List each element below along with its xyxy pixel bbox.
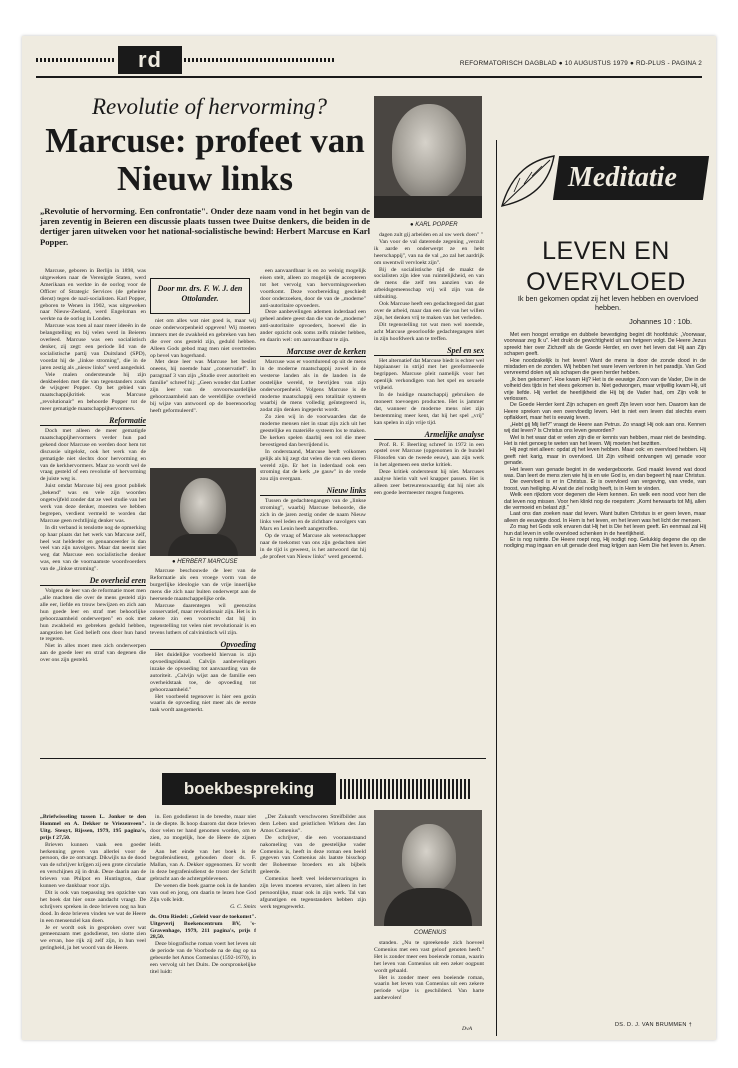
- paragraph: Het alternatief dat Marcuse biedt is echter wel hippiaanser in strijd met het gereformeerde begrippen. Marcuse pleit namelijk voor het openlijk verkondigen van het spel en sexuele vrijheid.: [374, 357, 484, 392]
- paragraph: Marcuse daarentegen wil geenszins conservatief, maar revolutionair zijn. Het is in zekere zin een voorrecht dat hij in tegenstelling tot velen niet revolutionair is en tevens luthers of calvinistisch wil zijn.: [150, 602, 256, 637]
- paragraph: Vele malen ondersteunde hij zijn denkbeelden met die van tegenstanders zoals de wijsgeer Popper. Op het gebied van maatschappijkritiek was Marcuse „revolutionair" en behoorde Popper tot de meer gematigde maatschappijhervormers.: [40, 371, 146, 413]
- paragraph: Het duidelijke voorbeeld hiervan is zijn opvoedingsideaal. Calvijn aanbevelingen inzake de opvoeding tot aanvaarding van de autoriteit. „Calvijn wijst aan de familie een overheidstaak toe, de opvoeding tot gehoorzaamheid.": [150, 652, 256, 693]
- review-signature: DvA: [462, 1026, 473, 1032]
- book-review-column-2: [150, 814, 256, 1028]
- paragraph: Doch met alleen de meer gematigde maatschappijhervormers verder hun pad gekend door Marcuse en werden door hem tot discussie uitgelokt, ook het werk van de gematigde niet slechts door hervorming en van de kerkhervormers. Maar zo wordt wel de vraag gesteld of een revolutie of hervorming de juiste weg is.: [40, 428, 146, 483]
- paragraph: Comenius heeft veel leiderservaringen in zijn leven moeten ervaren, niet alleen in het persoonlijke, maar ook in zijn werk. Tal van afgunstigen en tegenstanders hebben zijn werk tegengewerkt.: [260, 876, 366, 910]
- paragraph: De Goede Herder kent Zijn schapen en geeft Zijn leven voor hen. Daarom kan de Heere spreken van een overvloedig leven. Het is niet een leven dat slechts even opflakkert, maar het is eeuwig leven.: [504, 402, 706, 422]
- paragraph: in. Een godsdienst in de breedte, maar niet in de diepte. Ik hoop daarom dat deze brieven door velen ter hand genomen worden, om te zien, zo mogelijk, hoe de Heere de zijnen leidt.: [150, 814, 256, 848]
- logo-rule-left: [36, 58, 116, 62]
- page-header-line: REFORMATORISCH DAGBLAD ● 10 AUGUSTUS 1979 ● RD-PLUS - PAGINA 2: [459, 60, 702, 67]
- paragraph: Juist omdat Marcuse bij een groot publiek „bekend" was en vele zijn woorden ongetwijfeld zonder dat ze veel studie van het werk van deze denker, moesten we hebben begrepen, verdient vermeld te worden dat Marcuse geen rechtlijnig denker was.: [40, 483, 146, 524]
- paragraph: Aan het einde van het boek is de begrafenisdienst, gehouden door ds. F. Mallan, van A. Dekker opgenomen. Er wordt in deze begrafenisdienst de troost der Schrift gebracht aan de achtergeblevenen.: [150, 848, 256, 883]
- meditatie-text: Ik ben gekomen opdat zij het leven hebben en overvloed hebben.: [517, 294, 699, 312]
- book-review-column-1: [40, 814, 146, 1028]
- subheading-reformatie: Reformatie: [40, 416, 146, 426]
- boekbespreking-heading: boekbespreking: [162, 773, 336, 805]
- subheading-spel-en-sex: Spel en sex: [374, 346, 484, 356]
- paragraph: „Hebt gij Mij lief?" vraagt de Heere aan Petrus. Zo vraagt Hij ook aan ons. Kennen wij dat leven? Is Christus ons leven geworden?: [504, 421, 706, 435]
- portrait-shoulders: [374, 196, 482, 218]
- paragraph: standen. „Nu te spreekende zich hoeveel Comenius met een vast geloof genoten heeft." Het is zonder meer een boeiende roman, waarin het leven van Comenius uit een zeker oogpunt wordt gehaald.: [374, 940, 484, 974]
- comenius-photo: [374, 810, 482, 926]
- paragraph: In dit verband is tenslotte nog de opmerking op haar plaats dat het werk van Marcuse zelf, heel wat helderder en genuanceerder is dan veel van zijn navolgers. Maar dat neemt niet weg dat Marcuse een socialistische denker was, een van de voornaamste woordvoerders van de „linkse stroming".: [40, 524, 146, 573]
- paragraph: Van voor de val daterende zegening „verzult ik aarde en onderwerpt ze en hebt heerschappij", van na de val „zo zal het aardrijk om uwentwil vervloekt zijn".: [374, 238, 484, 266]
- portrait-shoulders: [168, 534, 238, 556]
- leaf-icon: [498, 152, 558, 212]
- paragraph: Die overvloed is er in Christus. Er is overvloed van vergeving, van vrede, van troost, van heiliging. Al wat de ziel nodig heeft, is in Hem te vinden.: [504, 479, 706, 492]
- paragraph: Met deze leer was Marcuse het beslist oneens, hij noemde haar „conservatief". In paragraaf 3 van zijn „Studie over autoriteit en familie" schreef hij: „Geen wonder dat Luther zijn leer van de onvoorwaardelijke gehoorzaamheid aan de wereldlijke overheid bij wijze van antwoord op de boerenoorlog heeft geformuleerd".: [150, 359, 256, 414]
- paragraph: niet om alles wat niet goed is, maar wij onze onderworpenheid opgeven! Wij moeten immers met de zwakheid en gebreken van hen die over ons gesteld zijn, geduld hebben. Alleen Gods gebod mag men niet overtreden op bevel van hogerhand.: [150, 318, 256, 359]
- subheading-opvoeding: Opvoeding: [150, 640, 256, 650]
- subheading-nieuw-links: Nieuw links: [260, 486, 366, 496]
- paragraph: In de huidige maatschappij gebruiken de moneert toevoegen producten. Het is jammer dat, wanneer de moderne mens niet zijn bestemming meer kent, dat hij het spel „vrij" kan spelen in zijn vrije tijd.: [374, 392, 484, 426]
- paragraph: De schrijver, die een vooraanstaand nakomeling van de geestelijke vader Comenius is, heeft in deze roman een beeld gegeven van Comenius als laatste bisschop der Boheemse broeders en als bijbels geleerde.: [260, 834, 366, 876]
- paragraph: Niet in alles moet men zich onderwerpen aan de goede leer en straf van degenen die over ons zijn gesteld.: [40, 643, 146, 664]
- paragraph: Hij zegt niet alleen: opdat zij het leven hebben. Maar ook: en overvloed hebben. Hij geeft niet karig, maar in overvloed. Uit Zijn volheid ontvangen wij genade voor genade.: [504, 447, 706, 467]
- meditatie-heading-line-2: OVERVLOED: [526, 268, 686, 296]
- logo-rule-right: [184, 58, 334, 62]
- paragraph: Op de vraag of Marcuse als wetenschapper naar de toekomst van ons zijn gedachten niet in de tijd is geweest, is het antwoord dat hij „de profeet van Nieuw links" werd genoemd.: [260, 532, 366, 560]
- paragraph: Dit is ook van toepassing ten opzichte van het boek dat hier onze aandacht vraagt. De schrijvers spreken in deze brieven nog na hun dood. In deze brieven vinden we wat de Heere in een mensenziel kan doen.: [40, 889, 146, 924]
- article-column-1: [40, 268, 146, 752]
- meditatie-heading-line-1: LEVEN EN: [542, 237, 670, 265]
- paragraph: Bij de socialistische tijd de maakt de socialisten zijn idee van ruimtelijkheid, en van de mens die zelf ten aanzien van de arbeidsgemeenschap vrij wil zijn van de uitbuiting.: [374, 266, 484, 301]
- portrait-face: [392, 104, 466, 200]
- paragraph: Laat ons dan zoeken naar dat leven. Want buiten Christus is er geen leven, maar alleen de eeuwige dood. In Hem is het leven, en het leven was het licht der mensen.: [504, 511, 706, 524]
- paragraph: Prof. R. F. Beerling schreef in 1972 in een opstel over Marcuse (opgenomen in de bundel Filosofen van de tweede eeuw), aan zijn werk in het algemeen een sterke kritiek.: [374, 441, 484, 469]
- paragraph: Deze kritiek ondersteunt hij niet. Marcuses analyse hierin valt wel knapper passen. Het is alleen zeer betreurenswaardig dat hij niet als een goede leermeester mogen fungeren.: [374, 469, 484, 496]
- comenius-caption: COMENIUS: [414, 930, 447, 936]
- paragraph: Dit tegenstelling tot wat men wel noemde, acht Marcuse geoorloofde gedachtegangen niet in zijn hoofdwerk aan te treffen.: [374, 321, 484, 342]
- paragraph: In onderstaand, Marcuse heeft volkomen gelijk als hij zegt dat velen die van een dieren wereld zijn. Er het in inderdaad ook een stroming dat de kerk „te gauw" in de vrede zou zijn overgaan.: [260, 448, 366, 483]
- book-title: ds. Otto Riedel: „Geleid voor de toekomst". Uitgeverij Boekencentrum BV, 's-Gravenhage, 1979, 211 pagina's, prijs f 28,50.: [150, 913, 256, 941]
- paragraph: Brieven kunnen vaak een goeder herkenning geven van allerlei voor de persoon, die ze ontvangt. Dikwijls na de dood van de schrijver krijgen zij een grote circulatie en verschijnen zij in druk. Deze daarin aan de brieven van Philpot en Huntington, daar kunnen we dankbaar voor zijn.: [40, 841, 146, 890]
- paragraph: Volgens de leer van de reformatie moet men „alle machten die over de mens gesteld zijn alle eer, liefde en trouw bewijzen en zich aan hun goede leer en straf met behoorlijke gehoorzaamheid onderwerpen" en ook met hun zwakheid en gebreken geduld hebben, aangezien het God belieft ons door hun hand te regeren.: [40, 588, 146, 643]
- paragraph: Ook Marcuse heeft een gedachtegoed dat gaat over de arbeid, maar dan een die van het willen zijn, het denken vrij te maken van het verleden.: [374, 301, 484, 321]
- paragraph: Je er wordt ook in gesproken over wat gemeenzaam met godsdienst, ten slotte zien we ervan, hoe rijk zij zelf zijn, in hun veel geringheid, ja het woord van de Heere.: [40, 924, 146, 952]
- article-kicker: Revolutie of hervorming?: [92, 94, 328, 119]
- paragraph: Marcuse was toen al naar meer ideeën in de belangstelling en bij velen werd in Beieren overleed. Marcuse was een socialistisch denker, zij zegt: een periode lid van de socialistische partij van Duitsland (SPD), voordat hij de „linkse stroming", die in de jaren zestig als „nieuw links" werd aangeduid.: [40, 323, 146, 371]
- meditatie-reference: Johannes 10 : 10b.: [629, 317, 692, 326]
- byline-box: Door mr. drs. F. W. J. den Ottolander.: [150, 278, 250, 314]
- article-column-2a: [150, 318, 256, 466]
- paragraph: dagen zult gij arbeiden en al uw werk doen" ": [379, 232, 483, 238]
- subheading-armelijke-analyse: Armelijke analyse: [374, 430, 484, 440]
- section-divider: [40, 758, 486, 759]
- paragraph: Marcuse was er voortdurend op uit de mens in de moderne maatschappij zowel in de westerse landen als in de landen in de oostelijke wereld, te bevrijden van zijn onderworpenheid. Volgens Marcuse is de moderne maatschappij een totalitair systeem waarbij de mens volledig geïntegreerd is, zodat zijn denken ingeperkt wordt.: [260, 358, 366, 414]
- book-review-column-4: [374, 940, 484, 1020]
- rd-logo: rd: [118, 46, 182, 74]
- paragraph: Zo mag het Gods volk ervaren dat Hij het is Die het leven geeft. En eenmaal zal Hij hun dat leven in volle overvloed schenken in de heerlijkheid.: [504, 524, 706, 537]
- book-review-column-3: [260, 814, 366, 1028]
- paragraph: Marcuse beschouwde de leer van de Reformatie als een vroege vorm van de burgerlijke ideologie van de vrije innerlijke mens die zich naar buiten onderwerpt aan de heersende maatschappelijke orde.: [150, 568, 256, 602]
- paragraph: Deze biografische roman voert het leven uit de periode van de Voorbode na de dag op na gebeurde het Amos Comenius (1592-1670), in een vervolg uit het Duits. De oorspronkelijke titel luidt:: [150, 941, 256, 975]
- paragraph: een aanvaardbaar is en zo weinig mogelijk eisen stelt, alleen zo mogelijk de accepteren tot het vervolg van hervormingswerken voortkomt. Deze voorbereiding geschiedt door onderzoeken, door de van de „moderne" anti-autoritaire opvoeders.: [260, 268, 366, 309]
- paragraph: Het leven van genade begint in de wedergeboorte. God maakt levend wat dood was. Dan leert de mens zien wie hij is en wie God is, en dan begeert hij naar Christus.: [504, 466, 706, 479]
- masthead: [36, 44, 702, 78]
- popper-photo: [374, 96, 482, 218]
- meditatie-signature: DS. D. J. VAN BRUMMEN †: [614, 1022, 692, 1028]
- article-headline: Marcuse: profeet van Nieuw links: [45, 121, 365, 198]
- paragraph: „Der Zukunft verschworen Streifbilder aus dem Leben und geistlichen Wirken des Jan Amos Comenius".: [260, 814, 366, 834]
- paragraph: De wenen die boek gaarne ook in de handen van oud en jong, om daarin te lezen hoe God Zijn volk leidt.: [150, 883, 256, 903]
- subheading-overheid: De overheid eren: [40, 576, 146, 586]
- portrait-face: [180, 478, 226, 538]
- book-title: „Briefwisseling tussen L. Jonker te den Hommel en A. Dekker te Vriezenveen". Uitg. Steuyt, Rijssen, 1979, 195 pagina's, prijs f 27,50.: [40, 814, 146, 841]
- paragraph: Deze aanbevelingen ademen inderdaad een geheel andere geest dan die van de „moderne" anti-autoritaire opvoeders, hoewel die in ander opzicht ook soms zelfs minder hebben, en daarin wel: om aanvaardbaar te zijn.: [260, 309, 366, 344]
- meditatie-heading: [506, 236, 706, 298]
- paragraph: Zo zien wij in de voorwaarden dat de moderne mensen niet in staat zijn zich uit het geestelijke en materiële systeem los te maken. De kerken spelen daarbij een rol die meer bevestigend dan bevrijdend is.: [260, 414, 366, 448]
- review-signature: G. C. Smits: [230, 903, 256, 910]
- paragraph: Hoe noodzakelijk is het leven! Want de mens is door de zonde dood in de misdaden en de zonden. Wij hebben het ware leven verloren in het paradijs. Van God vervreemd dolen wij als schapen die geen herder hebben.: [504, 357, 706, 377]
- paragraph: Welk een rijkdom voor degenen die Hem kennen. En welk een nood voor hen die dat leven nog missen. Voor hen klinkt nog de roepstem: „Komt herwaarts tot Mij, allen die vermoeid en belast zijt.": [504, 492, 706, 511]
- newspaper-page: [22, 36, 716, 1040]
- paragraph: Met een hoogst ernstige en dubbele bevestiging begint dit hoofdstuk: „Voorwaar, voorwaar zeg Ik u". Het drukt de gewichtigheid uit van hetgeen volgt. De Heere Jezus spreekt hier over Zichzelf als de Goede Herder, en over het leven dat Hij aan Zijn schapen geeft.: [504, 332, 706, 358]
- paragraph: Wel is het waar dat er velen zijn die er kennis van hebben, maar niet de bevinding. Het is niet genoeg te weten van het leven. Wij moeten het bezitten.: [504, 434, 706, 447]
- paragraph: Het is zonder meer een boeiende roman, waarin het leven van Comenius uit een zekere periode wijze is geschilderd. Van harte aanbevolen!: [374, 974, 484, 1002]
- meditatie-body: [504, 332, 706, 1026]
- paragraph: Marcuse, geboren in Berlijn in 1898, was uitgeweken naar de Verenigde Staten, werd Amerikaan en werkte in de oorlog voor de Officer of Strategic Services (de geheime dienst) tegen de nazi-socialisten. Karl Popper, geboren te Wenen in 1902, was uitgeweken naar Nieuw-Zeeland, werd Engelsman en werkte na de oorlog in Londen.: [40, 268, 146, 323]
- portrait-face: [402, 824, 456, 892]
- subheading-kerken: Marcuse over de kerken: [260, 347, 366, 357]
- marcuse-caption: ● HERBERT MARCUSE: [172, 559, 238, 565]
- article-lead: „Revolutie of hervorming. Een confrontatie". Onder deze naam vond in het begin van de jaren zeventig in Beieren een discussie plaats tussen twee Duitse denkers, die beiden in de dertiger jaren uitweken voor het national-socialistische bewind: Herbert Marcuse en Karl Popper.: [40, 206, 370, 247]
- article-column-4: [374, 232, 484, 752]
- paragraph: Het voorbeeld tegenover is hier een gezin waarin de opvoeding niet meer als de eerste taak wordt aangemerkt.: [150, 693, 256, 714]
- boekbespreking-ribbon: [340, 779, 470, 799]
- article-column-3: [260, 268, 366, 752]
- meditatie-title-banner: [553, 156, 709, 200]
- paragraph: „Ik ben gekomen". Hoe kwam Hij? Het is de eeuwige Zoon van de Vader, Die in de volheid des tijds in het vlees gekomen is. Niet gedwongen, maar vrijwillig kwam Hij, uit vrije liefde. Hij verliet de heerlijkheid die Hij bij de Vader had, om Zijn volk te verlossen.: [504, 376, 706, 403]
- popper-caption: ● KARL POPPER: [410, 222, 458, 228]
- article-column-2b: [150, 568, 256, 752]
- paragraph: Er is nog ruimte. De Heere roept nog, Hij nodigt nog. Gelukkig degene die op die nodiging mag ingaan en uit genade deel mag krijgen aan Hem Die het leven is. Amen.: [504, 537, 706, 550]
- marcuse-photo: [150, 468, 256, 556]
- paragraph: Tussen de gedachtengangen van de „linkse stroming", waarbij Marcuse behoorde, die zich in de jaren zestig onder de naam Nieuw links veel leden en de zichtbare navolgers van Marx en Lenin heeft aangetroffen.: [260, 498, 366, 532]
- meditatie-title: Meditatie: [568, 162, 677, 193]
